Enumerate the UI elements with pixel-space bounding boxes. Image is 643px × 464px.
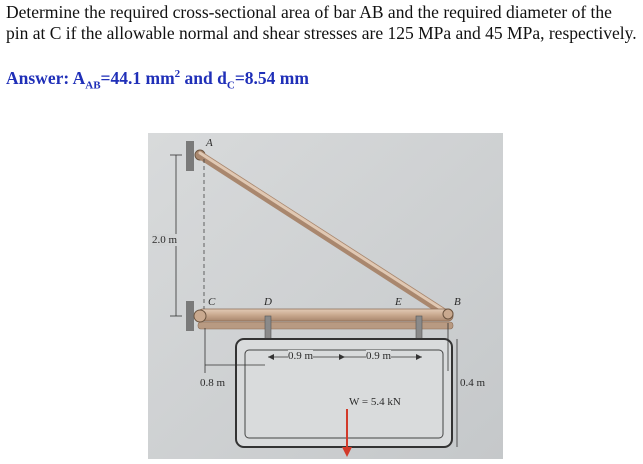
label-point-c: C — [208, 296, 216, 308]
label-point-d: D — [264, 296, 272, 308]
top-wall-bracket — [186, 141, 194, 171]
answer-line — [6, 68, 309, 92]
and-text: and d — [180, 68, 227, 88]
figure-drawing — [148, 133, 503, 459]
problem-statement: Determine the required cross-sectional area of bar AB and the required diameter of the pin at C if the allowable normal and shear stresses are 125 MPa and 45 MPa, respectively. — [6, 2, 637, 43]
diameter-value: =8.54 mm — [234, 68, 309, 88]
height-dimension-label: 2.0 m — [152, 234, 178, 246]
pin-b — [443, 309, 453, 319]
beam-cb-lower — [198, 322, 453, 329]
bottom-wall-bracket — [186, 301, 194, 331]
area-unit-exponent: 2 — [174, 68, 181, 81]
diameter-subscript: C — [226, 79, 235, 92]
label-point-e: E — [395, 296, 402, 308]
beam-cb — [198, 309, 453, 321]
answer-label: Answer: — [6, 68, 70, 88]
hanging-sign — [236, 339, 452, 447]
label-point-b: B — [454, 296, 461, 308]
hanger-e — [416, 316, 422, 340]
structure-figure — [148, 133, 503, 459]
sign-height-dimension-label: 0.4 m — [460, 377, 486, 389]
area-value: =44.1 mm — [100, 68, 175, 88]
left-offset-dimension-label: 0.8 m — [200, 377, 226, 389]
label-point-a: A — [206, 137, 213, 149]
area-subscript: AB — [85, 79, 101, 92]
hanger-d — [265, 316, 271, 340]
span-dimension-label-2: 0.9 m — [366, 350, 392, 362]
pin-c — [194, 310, 206, 322]
span-dimension-label-1: 0.9 m — [288, 350, 314, 362]
load-label: W = 5.4 kN — [349, 396, 401, 408]
area-symbol: A — [72, 68, 86, 88]
